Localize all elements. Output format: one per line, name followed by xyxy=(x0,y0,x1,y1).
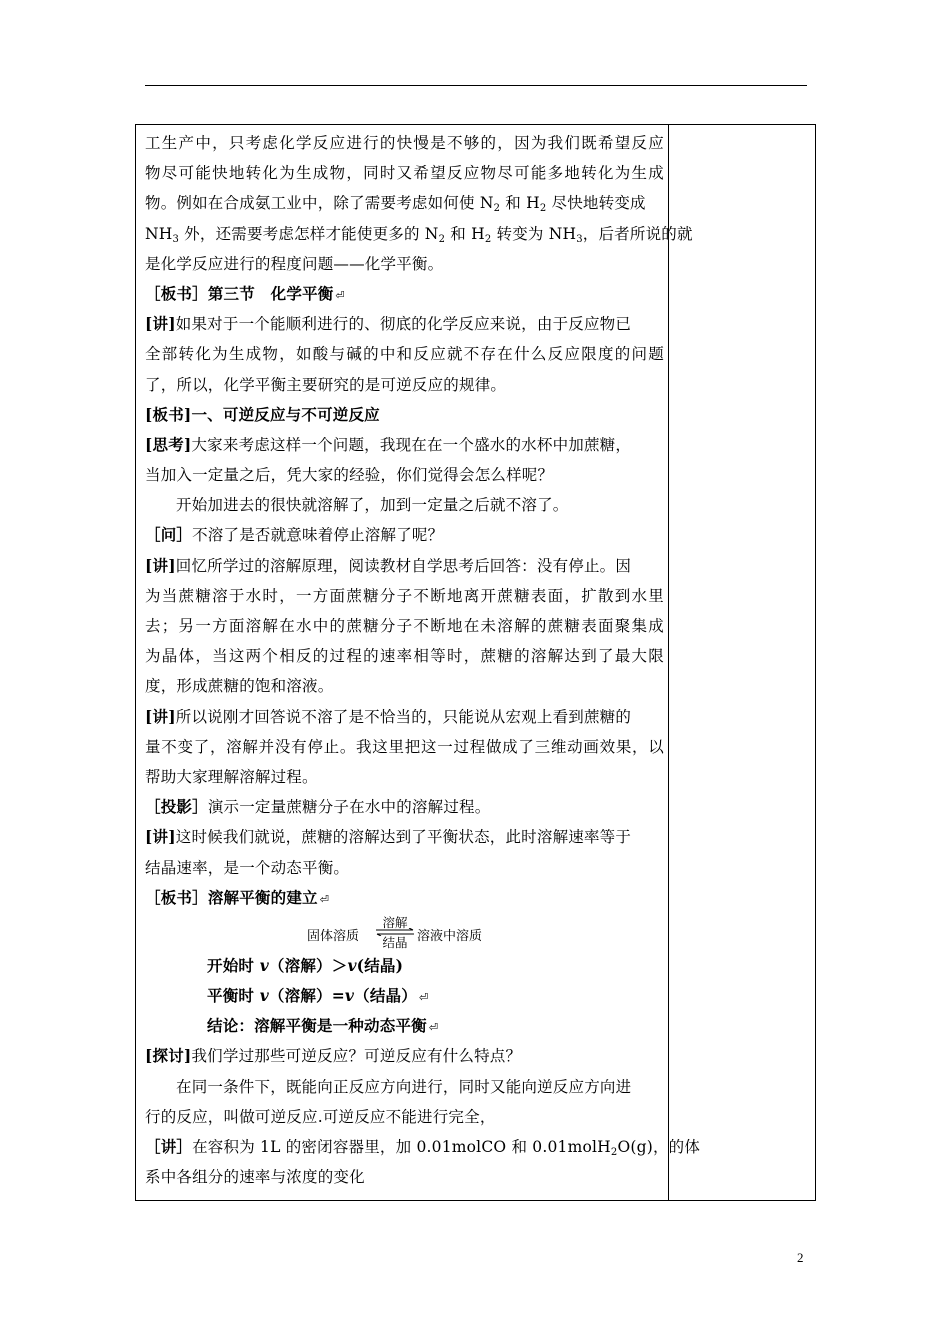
section-tag: [讲] xyxy=(145,314,176,334)
text-segment: 我们学过那些可逆反应？可逆反应有什么特点？ xyxy=(191,1047,522,1066)
text-line: 帮助大家理解溶解过程。 xyxy=(145,767,318,786)
subscript: 2 xyxy=(438,233,446,245)
rate-symbol: v xyxy=(344,986,355,1006)
paragraph-mark-icon: ⏎ xyxy=(418,991,429,1005)
text-segment: 开始时 xyxy=(207,955,260,975)
text-line xyxy=(145,1041,664,1071)
text-line xyxy=(145,1132,701,1162)
text-segment: NH xyxy=(145,224,173,243)
text-line: 在同一条件下，既能向正反应方向进行，同时又能向逆反应方向进 xyxy=(176,1077,632,1096)
rate-symbol: v xyxy=(259,955,269,975)
section-tag: [讲] xyxy=(145,827,176,847)
text-line xyxy=(145,551,664,581)
text-segment: 和 H xyxy=(445,224,485,243)
text-line xyxy=(145,520,664,550)
dissolution-equilibrium-equation xyxy=(145,913,664,951)
text-segment: 回忆所学过的溶解原理，阅读教材自学思考后回答：没有停止。因 xyxy=(175,556,632,575)
rate-symbol: v xyxy=(347,955,357,975)
equation-reverse-label: 结晶 xyxy=(382,934,408,950)
subscript: 2 xyxy=(539,203,547,215)
equation-forward-label: 溶解 xyxy=(382,914,408,930)
text-segment: ，后者所说的就 xyxy=(582,224,693,243)
text-segment: （溶解）＞ xyxy=(268,955,348,975)
section-tag: ［问］ xyxy=(145,525,193,545)
text-line xyxy=(145,702,664,732)
text-line: 当加入一定量之后，凭大家的经验，你们觉得会怎么样呢？ xyxy=(145,466,554,485)
section-tag: [思考] xyxy=(145,434,192,454)
text-line: 去；另一方面溶解在水中的蔗糖分子不断地在未溶解的蔗糖表面聚集成 xyxy=(145,617,664,635)
text-line xyxy=(145,309,664,339)
text-line xyxy=(145,1011,664,1041)
section-tag: ［板书］ xyxy=(145,283,208,303)
equation-arrow-group xyxy=(375,913,415,951)
text-segment: 在容积为 1L 的密闭容器里，加 0.01molCO 和 0.01molH xyxy=(192,1138,611,1156)
lesson-table xyxy=(135,124,816,1201)
text-line xyxy=(145,792,664,822)
text-line: 量不变了，溶解并没有停止。我这里把这一过程做成了三维动画效果，以 xyxy=(145,737,664,756)
section-tag: [板书] xyxy=(145,404,192,424)
text-segment: （结晶） xyxy=(354,986,417,1006)
text-line: 系中各组分的速率与浓度的变化 xyxy=(145,1168,365,1187)
text-line: 了，所以，化学平衡主要研究的是可逆反应的规律。 xyxy=(145,375,507,394)
text-line: 结晶速率，是一个动态平衡。 xyxy=(145,858,350,877)
text-line xyxy=(145,279,664,309)
paragraph-mark-icon: ⏎ xyxy=(319,892,330,906)
text-line: 工生产中，只考虑化学反应进行的快慢是不够的，因为我们既希望反应 xyxy=(145,134,664,152)
text-segment: 第三节 化学平衡 xyxy=(207,283,334,303)
section-tag: ［讲］ xyxy=(145,1137,193,1156)
text-line: 行的反应，叫做可逆反应.可逆反应不能进行完全， xyxy=(145,1107,496,1126)
text-segment: 所以说刚才回答说不溶了是不恰当的，只能说从宏观上看到蔗糖的 xyxy=(175,707,632,726)
text-segment: 平衡时 xyxy=(207,986,260,1006)
equation-left-term: 固体溶质 xyxy=(307,928,360,944)
text-line: 全部转化为生成物，如酸与碱的中和反应就不存在什么反应限度的问题 xyxy=(145,345,664,364)
text-segment: 尽快地转变成 xyxy=(546,194,646,213)
text-segment: 转变为 NH xyxy=(491,224,577,243)
text-line xyxy=(145,430,664,460)
section-tag: ［投影］ xyxy=(145,797,208,817)
header-rule xyxy=(145,85,807,86)
text-line: 为当蔗糖溶于水时，一方面蔗糖分子不断地离开蔗糖表面，扩散到水里 xyxy=(145,586,664,605)
paragraph-mark-icon: ⏎ xyxy=(335,288,345,302)
text-segment: 大家来考虑这样一个问题，我现在在一个盛水的水杯中加蔗糖， xyxy=(191,435,632,454)
rate-symbol: v xyxy=(259,986,269,1006)
text-segment: 外，还需要考虑怎样才能使更多的 N xyxy=(179,224,439,243)
text-segment: 物。例如在合成氨工业中，除了需要考虑如何使 N xyxy=(145,194,494,213)
text-line xyxy=(145,219,693,249)
equation-right-term: 溶液中溶质 xyxy=(417,928,483,944)
text-segment: (结晶) xyxy=(356,955,404,975)
text-segment: 不溶了是否就意味着停止溶解了呢？ xyxy=(192,526,444,545)
section-tag: [讲] xyxy=(145,706,176,726)
subscript: 2 xyxy=(493,203,501,215)
text-line: 物尽可能快地转化为生成物，同时又希望反应物尽可能多地转化为生成 xyxy=(145,164,664,183)
text-segment: 一、可逆反应与不可逆反应 xyxy=(191,404,380,424)
subscript: 2 xyxy=(484,233,492,245)
text-line xyxy=(145,981,664,1011)
text-segment: 溶解平衡的建立 xyxy=(207,887,318,907)
text-segment: （溶解）= xyxy=(268,986,345,1006)
paragraph-mark-icon: ⏎ xyxy=(428,1021,439,1035)
text-line xyxy=(145,822,664,852)
page-number: 2 xyxy=(797,1250,804,1265)
subscript: 3 xyxy=(172,233,180,245)
text-segment: 结论：溶解平衡是一种动态平衡 xyxy=(207,1016,427,1036)
text-segment: 和 H xyxy=(500,194,540,213)
text-line xyxy=(145,951,664,981)
section-tag: [探讨] xyxy=(145,1046,192,1066)
section-tag: [讲] xyxy=(145,555,176,575)
text-line: 开始加进去的很快就溶解了，加到一定量之后就不溶了。 xyxy=(176,496,569,515)
text-line: 度，形成蔗糖的饱和溶液。 xyxy=(145,677,334,696)
table-column-divider xyxy=(668,125,669,1200)
text-line xyxy=(145,188,664,218)
text-segment: 演示一定量蔗糖分子在水中的溶解过程。 xyxy=(207,798,491,817)
text-line: 是化学反应进行的程度问题——化学平衡。 xyxy=(145,254,444,273)
section-tag: ［板书］ xyxy=(145,887,208,907)
text-segment: O(g)，的体 xyxy=(617,1138,701,1156)
text-line xyxy=(145,883,664,913)
text-segment: 这时候我们就说，蔗糖的溶解达到了平衡状态，此时溶解速率等于 xyxy=(175,828,632,847)
subscript: 3 xyxy=(576,233,583,245)
text-segment: 如果对于一个能顺利进行的、彻底的化学反应来说，由于反应物已 xyxy=(175,315,632,334)
text-line: 为晶体，当这两个相反的过程的速率相等时，蔗糖的溶解达到了最大限 xyxy=(145,647,664,666)
lesson-content xyxy=(145,128,701,1192)
subscript: 2 xyxy=(610,1147,618,1158)
text-line xyxy=(145,400,664,430)
